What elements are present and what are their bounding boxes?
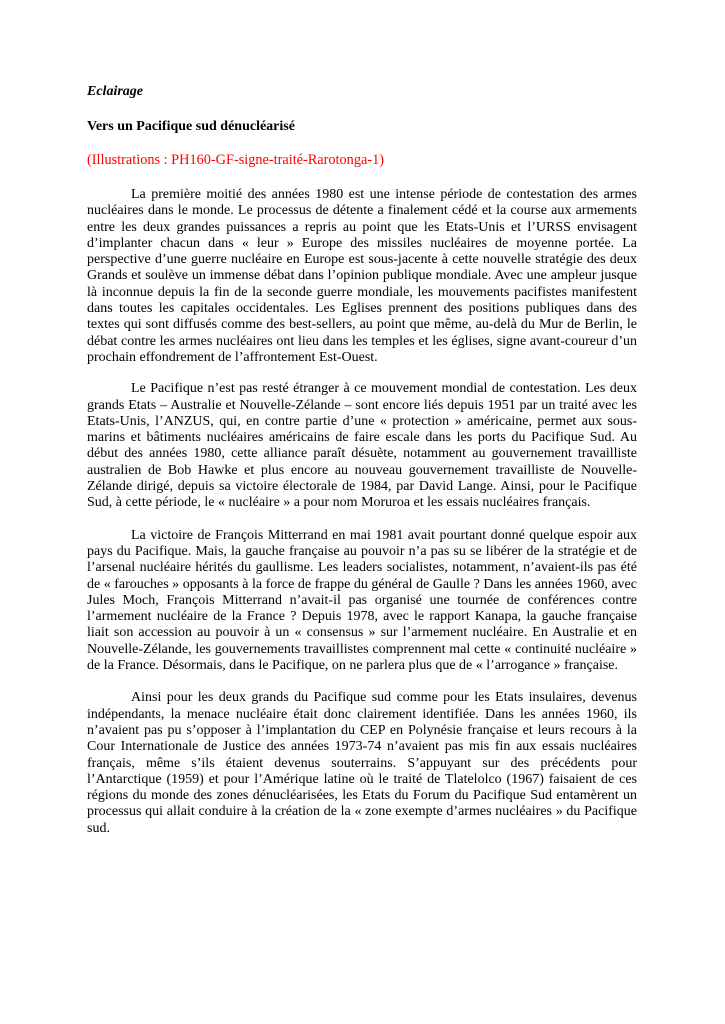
paragraph-4: Ainsi pour les deux grands du Pacifique sud comme pour les Etats insulaires, devenus indépendants, la menace nucléaire était donc clairement identifiée. Dans les années 1960, ils n’avaient pas pu s’opposer à l’implantation du CEP en Polynésie française et leurs recours à la Cour Internationale de Justice des années 1973-74 n’avaient pas mis fin aux essais nucléaires français, même s’ils étaient devenus souterrains. S’appuyant sur des précédents pour l’Antarctique (1959) et pour l’Amérique latine où le traité de Tlatelolco (1967) faisaient de ces régions du monde des zones dénucléarisées, les Etats du Forum du Pacifique Sud entamèrent un processus qui allait conduire à la création de la « zone exempte d’armes nucléaires » du Pacifique sud. [87, 690, 637, 836]
paragraph-3: La victoire de François Mitterrand en mai 1981 avait pourtant donné quelque espoir aux pays du Pacifique. Mais, la gauche française au pouvoir n’a pas su se libérer de la stratégie et de l’arsenal nucléaire hérités du gaullisme. Les leaders socialistes, notamment, n’avaient-ils pas été de « farouches » opposants à la force de frappe du général de Gaulle ? Dans les années 1960, avec Jules Moch, François Mitterrand n’avait-il pas organisé une tournée de conférences contre l’armement nucléaire de la France ? Depuis 1978, avec le rapport Kanapa, la gauche française liait son accession au pouvoir à un « consensus » sur l’armement nucléaire. En Australie et en Nouvelle-Zélande, les gouvernements travaillistes comprennent mal cette « continuité nucléaire » de la France. Désormais, dans le Pacifique, on ne parlera plus que de « l’arrogance » française. [87, 527, 637, 674]
paragraph-2: Le Pacifique n’est pas resté étranger à ce mouvement mondial de contestation. Les deux grands Etats – Australie et Nouvelle-Zélande – sont encore liés depuis 1951 par un traité avec les Etats-Unis, l’ANZUS, qui, en contre partie d’une « protection » américaine, permet aux sous-marins et bâtiments nucléaires américains de faire escale dans les ports du Pacifique Sud. Au début des années 1980, cette alliance paraît désuète, notamment au gouvernement travailliste australien de Bob Hawke et plus encore au nouveau gouvernement travailliste de Nouvelle-Zélande dirigé, depuis sa victoire électorale de 1984, par David Lange. Ainsi, pour le Pacifique Sud, à cette période, le « nucléaire » a pour nom Moruroa et les essais nucléaires français. [87, 381, 637, 511]
section-label: Eclairage [87, 84, 143, 99]
document-page [87, 84, 637, 837]
article-title: Vers un Pacifique sud dénucléarisé [87, 119, 295, 134]
illustrations-note: (Illustrations : PH160-GF-signe-traité-Rarotonga-1) [87, 152, 384, 168]
paragraph-1: La première moitié des années 1980 est une intense période de contestation des armes nucléaires dans le monde. Le processus de détente a finalement cédé et la course aux armements entre les deux grandes puissances a repris au point que les Etats-Unis et l’URSS envisagent d’implanter chacun dans « leur » Europe des missiles nucléaires de moyenne portée. La perspective d’une guerre nucléaire en Europe est sous-jacente à cette nouvelle stratégie des deux Grands et soulève un immense débat dans l’opinion publique mondiale. Avec une ampleur jusque là inconnue depuis la fin de la seconde guerre mondiale, les mouvements pacifistes manifestent dans toutes les capitales occidentales. Les Eglises prennent des positions publiques dans des textes qui sont diffusés comme des best-sellers, au point que même, au-delà du Mur de Berlin, le débat contre les armes nucléaires ont lieu dans les temples et les églises, signe avant-coureur d’un prochain effondrement de l’affrontement Est-Ouest. [87, 187, 637, 365]
